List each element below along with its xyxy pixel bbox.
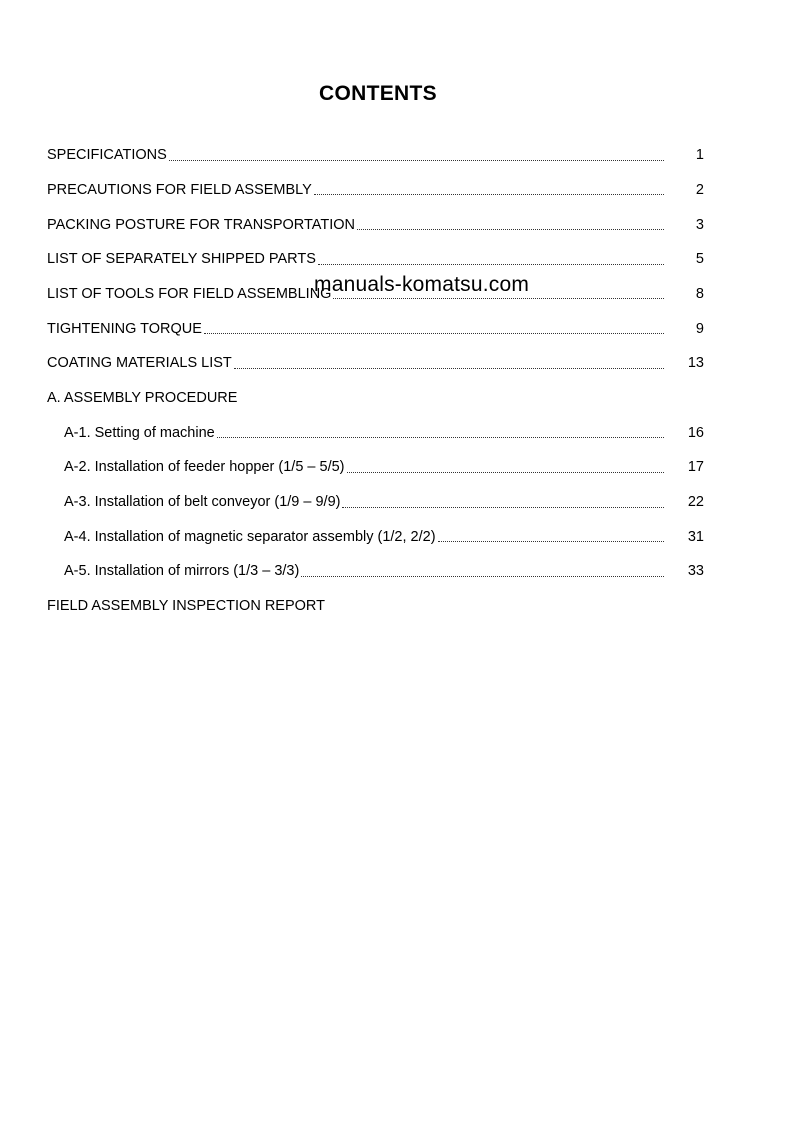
toc-entry-tightening-torque[interactable]	[47, 303, 704, 338]
toc-entry-text: A-5. Installation of mirrors (1/3 – 3/3)	[64, 563, 300, 580]
toc-entry-text: TIGHTENING TORQUE	[47, 320, 202, 337]
toc-leader-dots	[318, 263, 664, 265]
toc-leader-dots	[204, 332, 664, 334]
toc-section-inspection-report[interactable]	[47, 581, 704, 616]
toc-entry-packing-posture[interactable]	[47, 199, 704, 234]
toc-leader-dots	[342, 506, 664, 508]
toc-leader-dots	[347, 471, 664, 473]
toc-entry-text: SPECIFICATIONS	[47, 147, 167, 164]
toc-page-number: 31	[687, 528, 704, 545]
toc-page-number: 9	[695, 320, 704, 337]
toc-entry-text: A-4. Installation of magnetic separator assembly (1/2, 2/2)	[64, 528, 436, 545]
toc-entry-text: PACKING POSTURE FOR TRANSPORTATION	[47, 216, 356, 233]
toc-leader-dots	[314, 193, 664, 195]
toc-page-number: 22	[687, 494, 704, 511]
toc-page-number: 3	[695, 216, 704, 233]
toc-entry-text: A-1. Setting of machine	[64, 424, 215, 441]
toc-page-number: 8	[695, 285, 704, 302]
toc-entry-text: A-2. Installation of feeder hopper (1/5 – 5/5)	[64, 459, 345, 476]
toc-entry-text: LIST OF SEPARATELY SHIPPED PARTS	[47, 251, 316, 268]
watermark-text: manuals-komatsu.com	[314, 273, 530, 296]
toc-page-number: 33	[687, 563, 704, 580]
toc-page-number: 1	[695, 147, 704, 164]
toc-leader-dots	[169, 159, 664, 161]
toc-entry-text: COATING MATERIALS LIST	[47, 355, 232, 372]
toc-entry-coating-materials[interactable]	[47, 338, 704, 373]
toc-entry-precautions[interactable]	[47, 165, 704, 200]
toc-page-number: 13	[687, 355, 704, 372]
toc-entry-separately-shipped-parts[interactable]	[47, 234, 704, 269]
toc-entry-a3-belt-conveyor[interactable]	[47, 477, 704, 512]
toc-leader-dots	[333, 297, 664, 299]
toc-entry-text: PRECAUTIONS FOR FIELD ASSEMBLY	[47, 181, 312, 198]
toc-entry-a1-setting-machine[interactable]	[47, 408, 704, 443]
toc-entry-a5-mirrors[interactable]	[47, 546, 704, 581]
toc-entry-a4-magnetic-separator[interactable]	[47, 512, 704, 547]
toc-entry-specifications[interactable]	[47, 130, 704, 165]
toc-section-assembly-procedure[interactable]	[47, 373, 704, 408]
toc-leader-dots	[234, 367, 664, 369]
toc-leader-dots	[301, 575, 664, 577]
toc-entry-text: A. ASSEMBLY PROCEDURE	[47, 390, 238, 406]
toc-page-number: 2	[695, 181, 704, 198]
toc-page-number: 16	[687, 424, 704, 441]
toc-entry-a2-feeder-hopper[interactable]	[47, 442, 704, 477]
toc-leader-dots	[357, 228, 664, 230]
toc-entry-text: FIELD ASSEMBLY INSPECTION REPORT	[47, 598, 325, 615]
toc-leader-dots	[438, 540, 664, 542]
toc-page-number: 5	[695, 251, 704, 268]
table-of-contents	[47, 130, 704, 616]
toc-page-number: 17	[687, 459, 704, 476]
toc-entry-text: A-3. Installation of belt conveyor (1/9 – 9/9)	[64, 494, 341, 511]
toc-leader-dots	[217, 436, 664, 438]
toc-entry-text: LIST OF TOOLS FOR FIELD ASSEMBLING	[47, 285, 332, 302]
page-title: CONTENTS	[319, 82, 437, 105]
